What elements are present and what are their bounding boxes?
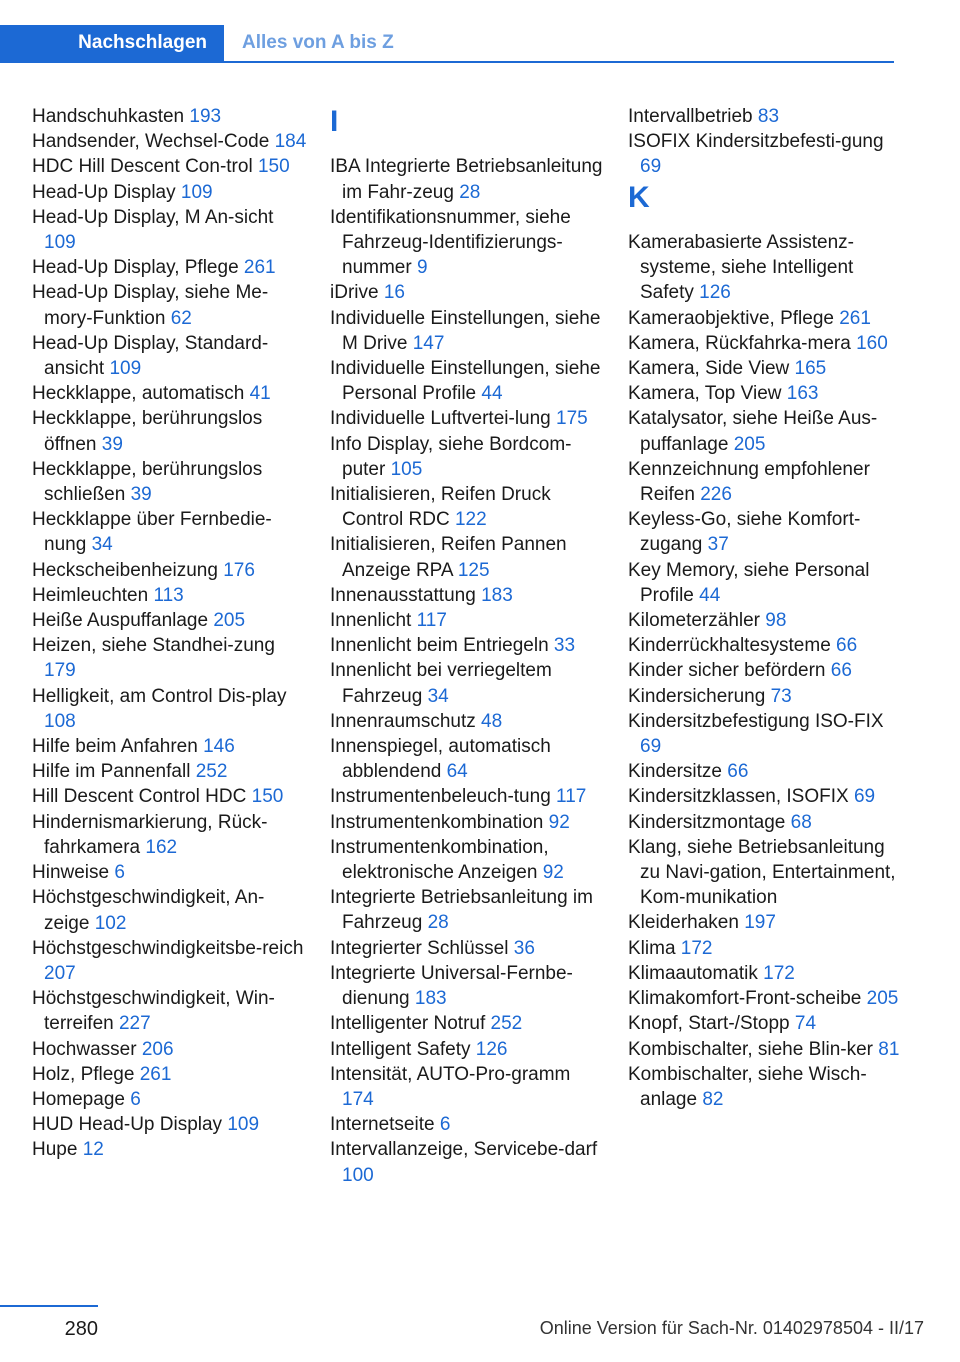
index-entry-text: Individuelle Einstellungen, siehe M Drive [330, 307, 601, 354]
index-entry-text: Handsender, Wechsel-Code [32, 131, 270, 153]
index-page-link[interactable]: 163 [786, 383, 819, 405]
index-page-link[interactable]: 184 [274, 131, 307, 153]
index-page-link[interactable]: 74 [794, 1013, 817, 1035]
index-page-link[interactable]: 6 [130, 1088, 141, 1110]
index-column-2 [330, 104, 605, 1188]
index-page-link[interactable]: 102 [94, 912, 127, 934]
index-entry-text: Hill Descent Control HDC [32, 786, 247, 808]
index-entry-text: Kennzeichnung empfohlener Reifen [628, 458, 870, 506]
index-entry [32, 180, 307, 205]
index-entry-text: Kameraobjektive, Pflege [628, 307, 834, 329]
index-page-link[interactable]: 174 [342, 1088, 374, 1110]
index-page-link[interactable]: 117 [416, 610, 447, 632]
index-page-link[interactable]: 193 [189, 106, 222, 127]
index-entry-text: Identifikationsnummer, siehe Fahrzeug-Identifizierungs-nummer [330, 206, 571, 279]
index-page-link[interactable]: 172 [680, 937, 713, 959]
index-page-link[interactable]: 183 [414, 988, 447, 1010]
index-page-link[interactable]: 9 [416, 257, 428, 279]
index-entry-text: Integrierte Universal-Fernbe-dienung [330, 962, 573, 1010]
page-number: 280 [64, 1318, 98, 1340]
index-page-link[interactable]: 226 [700, 484, 732, 506]
index-entry [628, 759, 903, 784]
index-entry [330, 154, 605, 204]
index-page-link[interactable]: 33 [553, 635, 576, 657]
index-entry [628, 709, 903, 759]
index-entry [32, 784, 307, 809]
index-entry-text: Kilometerzähler [628, 610, 760, 632]
index-page-link[interactable]: 261 [139, 1063, 172, 1085]
index-entry-text: Head-Up Display, Standard-ansicht [32, 332, 269, 380]
index-entry [330, 936, 605, 961]
index-page-link[interactable]: 117 [556, 786, 587, 808]
index-column-3 [628, 104, 903, 1112]
index-entry-text: Innenausstattung [330, 584, 476, 606]
index-entry-text: Head-Up Display [32, 181, 176, 203]
index-entry [330, 1112, 605, 1137]
index-page-link[interactable]: 69 [640, 156, 662, 178]
header-tab-nachschlagen: Nachschlagen [0, 25, 224, 61]
index-page-link[interactable]: 41 [249, 383, 271, 405]
index-entry [32, 280, 307, 330]
index-entry [330, 532, 605, 582]
index-column-1 [32, 104, 307, 1163]
index-entry [330, 1011, 605, 1036]
index-entry-text: IBA Integrierte Betriebsanleitung im Fahr-zeug [330, 156, 603, 203]
index-page-link[interactable]: 34 [427, 685, 449, 707]
index-page-link[interactable]: 179 [44, 660, 76, 682]
index-entry-text: HDC Hill Descent Con-trol [32, 156, 253, 178]
index-entry [32, 885, 307, 935]
index-entry [628, 633, 903, 658]
index-entry [628, 129, 903, 179]
index-page-link[interactable]: 39 [130, 484, 152, 506]
index-page-link[interactable]: 12 [82, 1139, 104, 1161]
footer-rule [0, 1305, 98, 1307]
index-page-link[interactable]: 176 [223, 559, 255, 581]
index-entry [628, 457, 903, 507]
index-entry-text: Integrierter Schlüssel [330, 937, 509, 959]
index-entry-text: Heizen, siehe Standhei-zung [32, 635, 275, 657]
index-page-link[interactable]: 252 [195, 761, 228, 783]
index-page-link[interactable]: 207 [44, 962, 76, 984]
index-entry-text: Homepage [32, 1088, 125, 1110]
index-entry [628, 961, 903, 986]
index-page-link[interactable]: 109 [109, 358, 142, 380]
index-entry [32, 633, 307, 683]
index-entry [330, 583, 605, 608]
index-entry [32, 331, 307, 381]
index-entry-text: Kinder sicher befördern [628, 660, 826, 682]
index-entry-text: Kleiderhaken [628, 912, 739, 934]
index-entry [32, 1062, 307, 1087]
index-entry [32, 457, 307, 507]
index-page-link[interactable]: 6 [114, 862, 125, 884]
index-entry-text: Intervallanzeige, Servicebe-darf [330, 1139, 598, 1161]
index-entry-text: Kindersicherung [628, 685, 766, 707]
index-entry [330, 1137, 605, 1187]
index-entry-text: Holz, Pflege [32, 1063, 135, 1085]
index-entry [32, 381, 307, 406]
index-entry-text: Höchstgeschwindigkeit, Win-terreifen [32, 988, 275, 1035]
index-page-link[interactable]: 108 [44, 710, 76, 732]
index-entry [32, 759, 307, 784]
index-entry-text: Intervallbetrieb [628, 106, 753, 127]
index-entry [330, 658, 605, 708]
index-entry-text: Knopf, Start-/Stopp [628, 1013, 790, 1035]
index-entry-text: Höchstgeschwindigkeitsbe-reich [32, 937, 304, 959]
index-entry-text: Hinweise [32, 862, 110, 884]
index-page-link[interactable]: 109 [180, 181, 213, 203]
index-entry-text: Klang, siehe Betriebsanleitung zu Navi-gation, Entertainment, Kom-munikation [628, 836, 896, 909]
index-entry-text: Instrumentenbeleuch-tung [330, 786, 551, 808]
index-page-link[interactable]: 83 [757, 106, 780, 127]
index-entry [32, 104, 307, 129]
index-page-link[interactable]: 126 [475, 1038, 508, 1060]
index-entry-text: Kamerabasierte Assistenz-systeme, siehe Intelligent Safety [628, 232, 854, 304]
index-page-link[interactable]: 205 [213, 610, 246, 632]
index-entry-text: Klima [628, 937, 676, 959]
index-entry [330, 280, 605, 305]
index-entry [32, 860, 307, 885]
index-entry [32, 129, 307, 154]
index-entry [32, 154, 307, 179]
index-entry-text: Individuelle Luftvertei-lung [330, 408, 551, 430]
index-entry [32, 1112, 307, 1137]
index-entry-text: Kamera, Top View [628, 383, 782, 405]
index-entry-text: Innenspiegel, automatisch abblendend [330, 736, 551, 783]
index-entry-text: Initialisieren, Reifen Druck Control RDC [330, 484, 551, 531]
index-page-link[interactable]: 62 [170, 307, 192, 329]
index-entry [330, 1037, 605, 1062]
index-entry-text: Kamera, Side View [628, 358, 790, 380]
index-entry [628, 104, 903, 129]
index-page-link[interactable]: 81 [878, 1038, 900, 1060]
index-page-link[interactable]: 109 [227, 1114, 260, 1136]
index-page-link[interactable]: 44 [481, 383, 503, 405]
index-page-link[interactable]: 98 [765, 610, 787, 632]
index-entry [628, 230, 903, 306]
index-page-link[interactable]: 172 [763, 962, 795, 984]
index-entry [330, 205, 605, 281]
index-entry [628, 507, 903, 557]
index-page-link[interactable]: 36 [513, 937, 535, 959]
index-page-link[interactable]: 28 [459, 181, 481, 203]
index-entry-text: ISOFIX Kindersitzbefesti-gung [628, 131, 884, 153]
index-entry-text: Head-Up Display, Pflege [32, 257, 239, 279]
index-entry-text: Internetseite [330, 1114, 435, 1136]
index-entry [32, 583, 307, 608]
index-page-link[interactable]: 109 [44, 232, 76, 254]
index-entry [330, 633, 605, 658]
index-entry [330, 356, 605, 406]
index-entry [628, 1062, 903, 1112]
index-page-link[interactable]: 162 [145, 836, 178, 858]
index-page-link[interactable]: 66 [836, 635, 858, 657]
index-entry-text: Katalysator, siehe Heiße Aus-puffanlage [628, 408, 878, 455]
index-entry-text: Intelligent Safety [330, 1038, 471, 1060]
index-entry-text: Hochwasser [32, 1038, 137, 1060]
index-entry-text: Initialisieren, Reifen Pannen Anzeige RPA [330, 534, 567, 581]
index-page-link[interactable]: 252 [490, 1013, 523, 1035]
index-page-link[interactable]: 69 [853, 786, 876, 808]
index-page-link[interactable]: 105 [390, 458, 423, 480]
index-entry [330, 961, 605, 1011]
index-entry [330, 482, 605, 532]
index-entry [32, 1087, 307, 1112]
index-page-link[interactable]: 68 [790, 811, 812, 833]
index-entry-text: Handschuhkasten [32, 106, 185, 127]
index-entry [330, 432, 605, 482]
index-entry [32, 608, 307, 633]
index-entry-text: Heckklappe, berührungslos öffnen [32, 408, 263, 455]
index-entry-text: Heckscheibenheizung [32, 559, 218, 581]
index-entry-text: Innenlicht bei verriegeltem Fahrzeug [330, 660, 552, 707]
index-entry [330, 835, 605, 885]
index-entry [628, 835, 903, 911]
index-entry-text: iDrive [330, 282, 379, 304]
index-page-link[interactable]: 44 [699, 584, 721, 606]
index-entry-text: Key Memory, siehe Personal Profile [628, 559, 870, 606]
index-entry-text: Hupe [32, 1139, 78, 1161]
index-page-link[interactable]: 69 [640, 736, 662, 758]
index-entry [628, 658, 903, 683]
index-entry-text: Kamera, Rückfahrka-mera [628, 332, 851, 354]
index-page-link[interactable]: 183 [481, 584, 513, 606]
index-entry [32, 1037, 307, 1062]
index-entry-text: Intelligenter Notruf [330, 1013, 486, 1035]
index-entry-text: Hilfe beim Anfahren [32, 736, 198, 758]
index-page-link[interactable]: 175 [556, 408, 588, 430]
index-entry [628, 1037, 903, 1062]
index-entry-text: Intensität, AUTO-Pro-gramm [330, 1063, 571, 1085]
footer-version-text: Online Version für Sach-Nr. 01402978504 - II/17 [539, 1318, 924, 1338]
index-entry [628, 558, 903, 608]
index-entry [628, 936, 903, 961]
index-entry-text: Innenlicht [330, 610, 412, 632]
index-page-link[interactable]: 37 [707, 534, 729, 556]
index-entry [32, 205, 307, 255]
index-entry [628, 381, 903, 406]
index-entry-text: Kindersitze [628, 761, 722, 783]
index-entry [330, 306, 605, 356]
index-entry-text: Klimakomfort-Front-scheibe [628, 988, 862, 1010]
index-page-link[interactable]: 125 [457, 559, 490, 581]
index-page-link[interactable]: 48 [481, 710, 503, 732]
index-page-link[interactable]: 92 [548, 811, 570, 833]
index-entry-text: Hilfe im Pannenfall [32, 761, 191, 783]
index-page-link[interactable]: 66 [727, 761, 749, 783]
index-entry-text: Heckklappe, automatisch [32, 383, 245, 405]
index-page-link[interactable]: 126 [699, 282, 731, 304]
index-entry [628, 356, 903, 381]
index-page-link[interactable]: 205 [866, 988, 899, 1010]
index-page-link[interactable]: 39 [101, 433, 123, 455]
index-entry-text: Heckklappe, berührungslos schließen [32, 458, 263, 506]
index-entry [330, 810, 605, 835]
index-page-link[interactable]: 34 [91, 534, 113, 556]
index-entry [330, 406, 605, 431]
index-letter-heading: I [330, 105, 339, 138]
index-entry-text: Instrumentenkombination, elektronische Anzeigen [330, 836, 549, 884]
index-entry [330, 1062, 605, 1112]
index-entry-text: Heckklappe über Fernbedie-nung [32, 509, 272, 556]
index-page-link[interactable]: 261 [243, 257, 276, 279]
index-entry-text: HUD Head-Up Display [32, 1114, 223, 1136]
index-page-link[interactable]: 165 [794, 358, 827, 380]
index-page-link[interactable]: 160 [856, 332, 888, 354]
index-page-link[interactable]: 197 [744, 912, 776, 934]
index-entry-text: Keyless-Go, siehe Komfort-zugang [628, 509, 861, 556]
index-entry-text: Kombischalter, siehe Blin-ker [628, 1038, 873, 1060]
index-page-link[interactable]: 227 [118, 1013, 151, 1035]
index-entry-text: Innenlicht beim Entriegeln [330, 635, 549, 657]
index-entry-text: Individuelle Einstellungen, siehe Personal Profile [330, 358, 601, 405]
index-entry [628, 331, 903, 356]
index-page-link[interactable]: 205 [733, 433, 766, 455]
index-entry [628, 608, 903, 633]
index-entry-text: Innenraumschutz [330, 710, 476, 732]
index-entry-text: Kindersitzklassen, ISOFIX [628, 786, 849, 808]
index-entry [32, 734, 307, 759]
index-page-link[interactable]: 73 [770, 685, 792, 707]
index-entry [32, 255, 307, 280]
index-entry-text: Kombischalter, siehe Wisch-anlage [628, 1063, 867, 1110]
index-entry [330, 608, 605, 633]
index-entry-text: Kinderrückhaltesysteme [628, 635, 831, 657]
index-entry-text: Head-Up Display, siehe Me-mory-Funktion [32, 282, 269, 329]
index-entry [628, 406, 903, 456]
index-entry-text: Kindersitzbefestigung ISO-FIX [628, 710, 884, 732]
index-entry [32, 810, 307, 860]
index-page-link[interactable]: 16 [383, 282, 405, 304]
index-page-link[interactable]: 113 [153, 584, 184, 606]
index-entry-text: Instrumentenkombination [330, 811, 544, 833]
index-page-link[interactable]: 92 [542, 862, 564, 884]
index-page-link[interactable]: 146 [203, 736, 235, 758]
index-letter-heading: K [628, 180, 650, 214]
index-entry [330, 734, 605, 784]
index-page-link[interactable]: 150 [257, 156, 290, 178]
index-entry [628, 1011, 903, 1036]
header-tab-alles-von-a-bis-z: Alles von A bis Z [242, 32, 394, 53]
index-entry [628, 684, 903, 709]
index-entry [628, 910, 903, 935]
index-entry [32, 936, 307, 986]
index-page-link[interactable]: 28 [427, 912, 449, 934]
index-entry [330, 784, 605, 809]
index-page-link[interactable]: 147 [412, 332, 445, 354]
index-page-link[interactable]: 66 [830, 660, 852, 682]
index-entry [32, 1137, 307, 1162]
index-entry-text: Heiße Auspuffanlage [32, 610, 209, 632]
index-entry [330, 709, 605, 734]
index-page-link[interactable]: 261 [839, 307, 871, 329]
index-entry [628, 784, 903, 809]
index-entry [628, 306, 903, 331]
index-entry-text: Hindernismarkierung, Rück-fahrkamera [32, 811, 268, 858]
index-entry-text: Integrierte Betriebsanleitung im Fahrzeug [330, 887, 593, 934]
index-page-link[interactable]: 150 [251, 786, 284, 808]
index-entry-text: Heimleuchten [32, 584, 149, 606]
index-page-link[interactable]: 122 [454, 509, 487, 531]
index-page-link[interactable]: 6 [439, 1114, 451, 1136]
index-page-link[interactable]: 64 [446, 761, 468, 783]
index-entry [32, 406, 307, 456]
index-entry-text: Höchstgeschwindigkeit, An-zeige [32, 887, 265, 934]
index-entry [628, 810, 903, 835]
index-entry [32, 558, 307, 583]
index-entry-text: Head-Up Display, M An-sicht [32, 206, 274, 228]
index-entry [32, 986, 307, 1036]
index-page-link[interactable]: 82 [702, 1088, 724, 1110]
index-entry-text: Klimaautomatik [628, 962, 758, 984]
page-header [0, 25, 894, 63]
index-entry-text: Helligkeit, am Control Dis-play [32, 685, 287, 707]
index-entry [32, 684, 307, 734]
index-page-link[interactable]: 206 [141, 1038, 174, 1060]
index-page-link[interactable]: 100 [342, 1164, 374, 1186]
index-entry [330, 885, 605, 935]
index-entry-text: Info Display, siehe Bordcom-puter [330, 433, 572, 480]
index-entry [628, 986, 903, 1011]
index-entry-text: Kindersitzmontage [628, 811, 786, 833]
index-entry [32, 507, 307, 557]
